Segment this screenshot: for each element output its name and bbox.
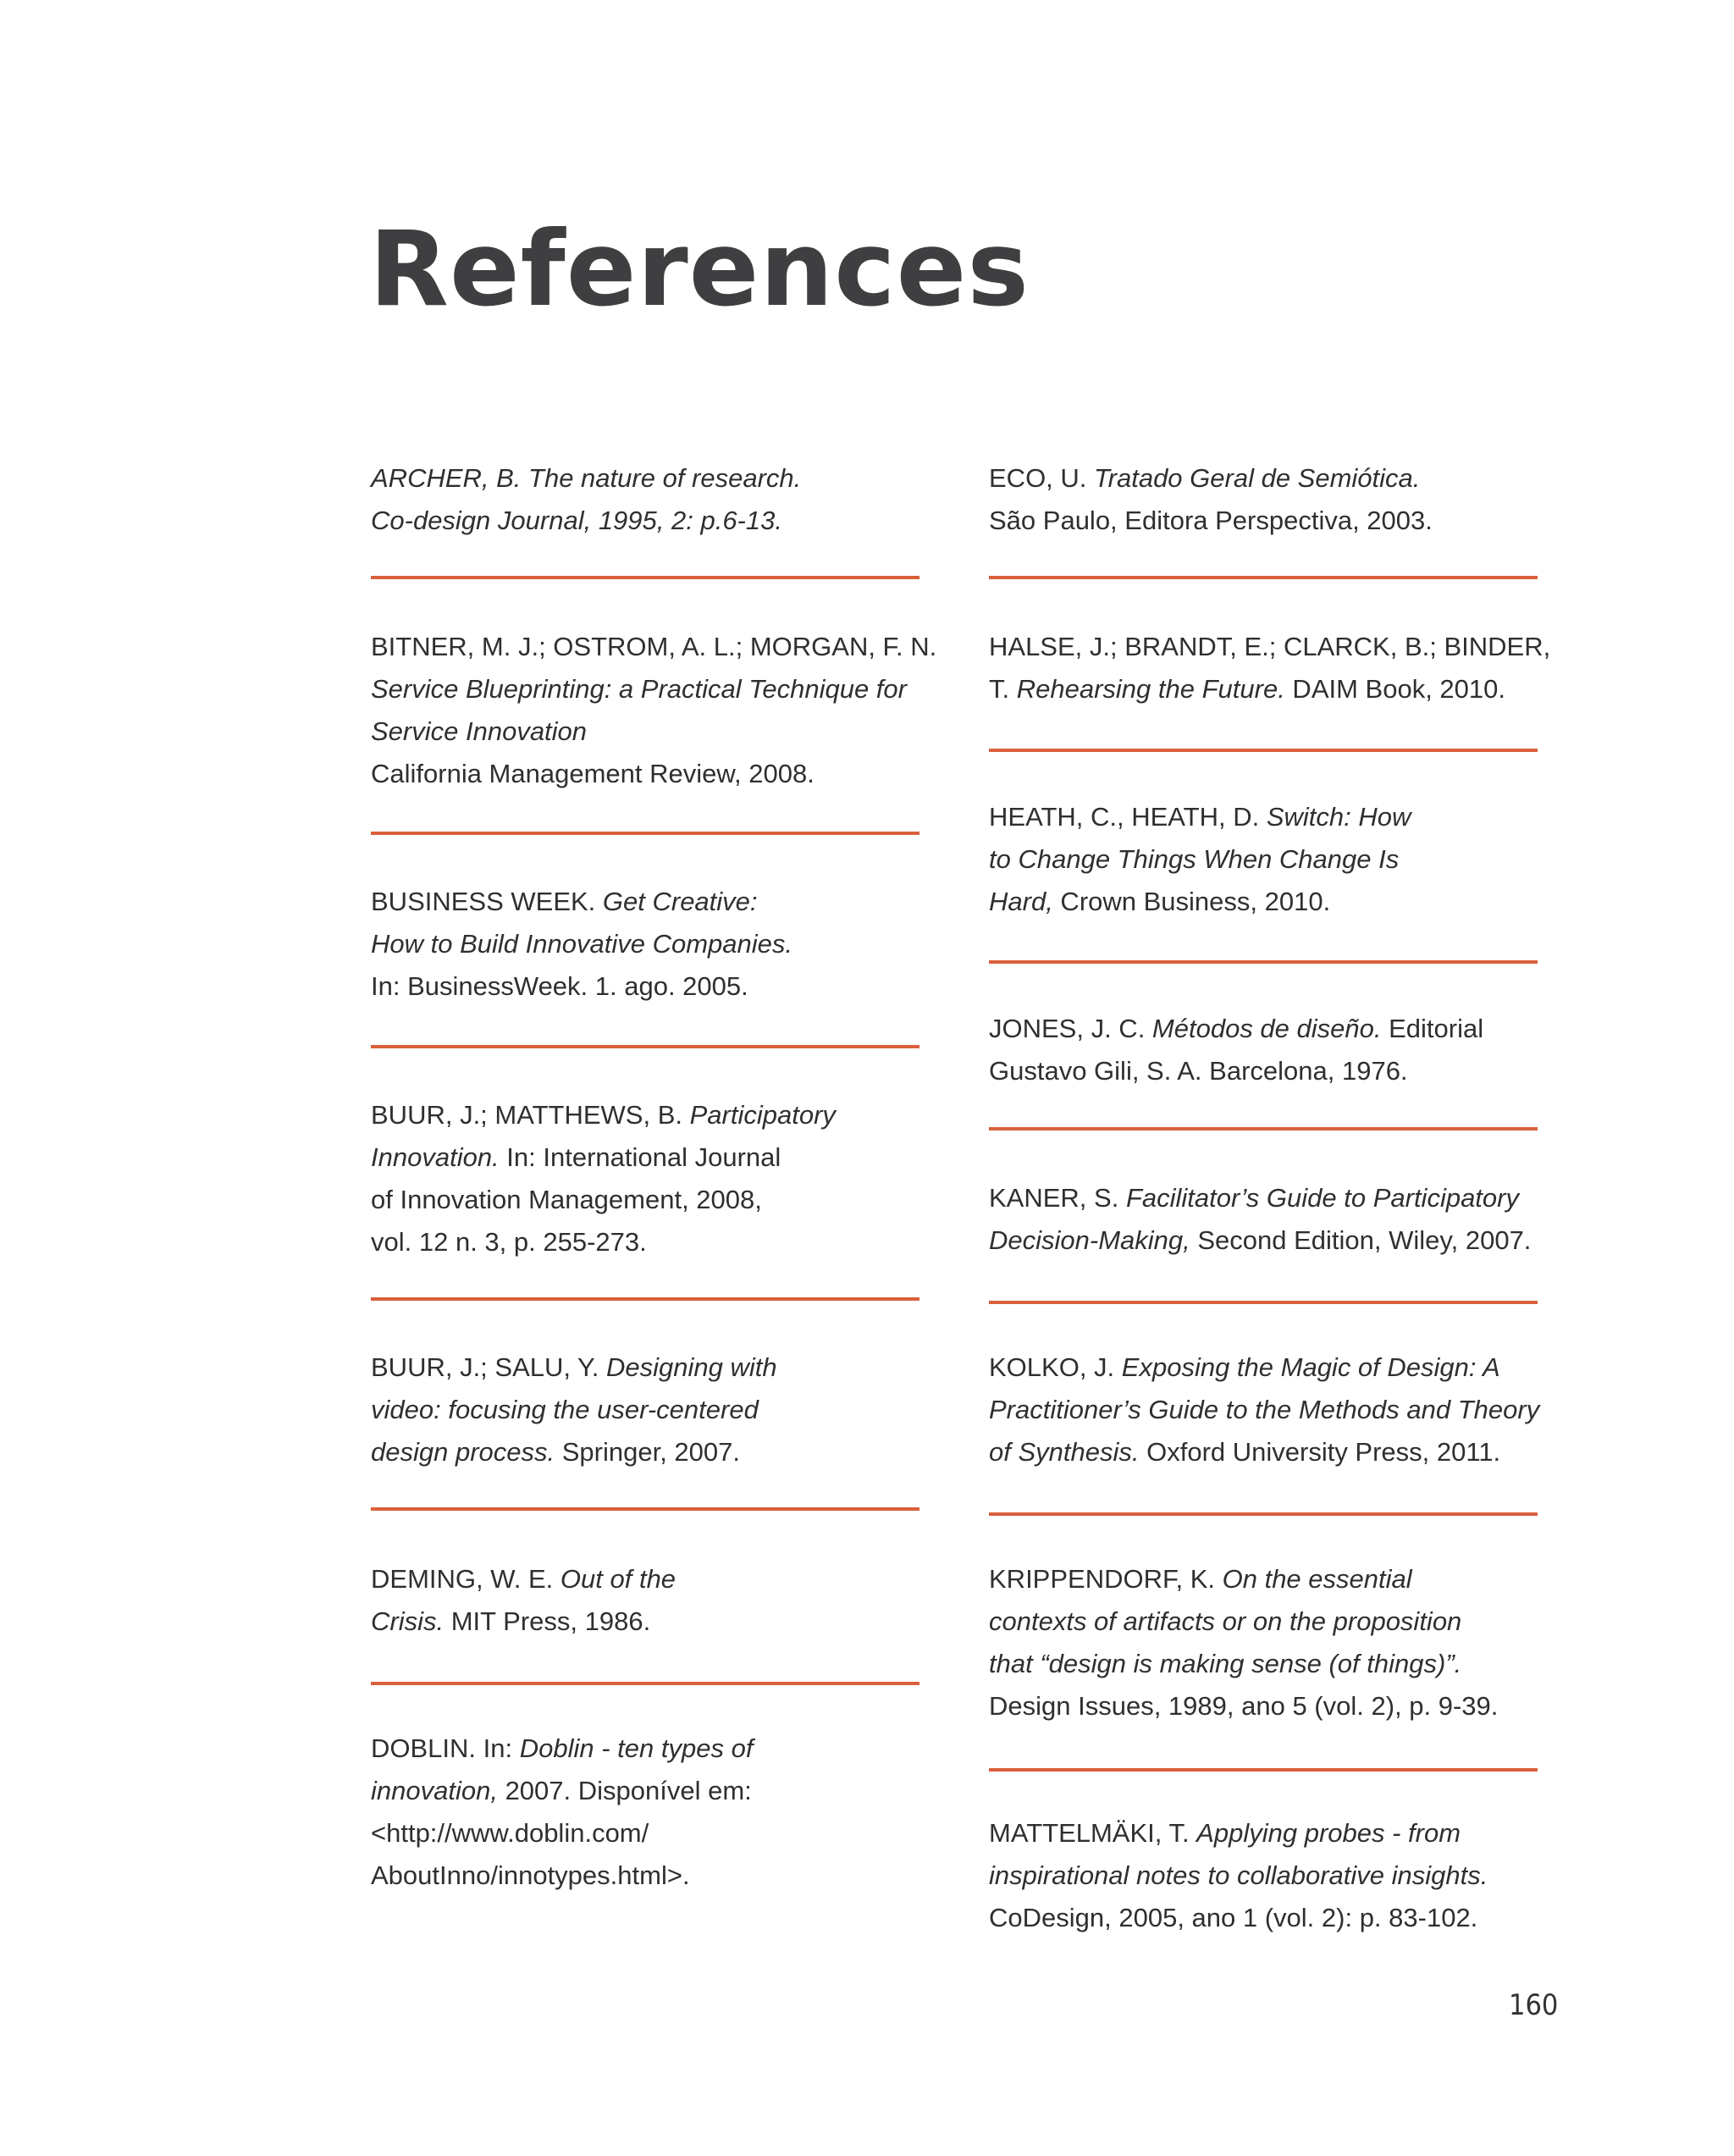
reference-divider (989, 576, 1538, 579)
reference-text: In: International Journal (499, 1142, 781, 1172)
reference-title-text: Applying probes - from (1196, 1818, 1461, 1848)
reference-title-text: Doblin - ten types of (519, 1733, 754, 1763)
page-title: References (369, 209, 1030, 329)
reference-text: Springer, 2007. (555, 1437, 741, 1467)
reference-divider (371, 1297, 919, 1301)
reference-title-text: design process. (371, 1437, 555, 1467)
reference-title-text: Hard, (989, 887, 1053, 916)
reference-text: São Paulo, Editora Perspectiva, 2003. (989, 506, 1433, 535)
reference-divider (371, 1682, 919, 1685)
reference-text: 2007. Disponível em: (497, 1776, 752, 1805)
reference-title-text: Out of the (560, 1564, 676, 1594)
reference-entry (371, 881, 792, 1008)
reference-divider (989, 1512, 1538, 1516)
reference-title-text: Exposing the Magic of Design: A (1121, 1352, 1500, 1382)
reference-title-text: Designing with (605, 1352, 777, 1382)
reference-entry (989, 796, 1411, 923)
reference-title-text: Service Blueprinting: a Practical Technique for (371, 674, 907, 704)
reference-divider (371, 832, 919, 835)
reference-title-text: Métodos de diseño. (1151, 1014, 1382, 1043)
reference-title-text: Decision-Making, (989, 1225, 1190, 1255)
reference-title-text: video: focusing the user-centered (371, 1395, 759, 1424)
reference-divider (371, 1507, 919, 1511)
reference-divider (989, 1127, 1538, 1131)
reference-title-text: Crisis. (371, 1606, 445, 1636)
reference-text: In: BusinessWeek. 1. ago. 2005. (371, 971, 748, 1001)
reference-text: Second Edition, Wiley, 2007. (1190, 1225, 1532, 1255)
reference-text: California Management Review, 2008. (371, 759, 815, 788)
reference-title-text: How to Build Innovative Companies. (371, 929, 792, 959)
reference-text: T. (989, 674, 1017, 704)
reference-text: Design Issues, 1989, ano 5 (vol. 2), p. 9-39. (989, 1691, 1499, 1721)
page-number: 160 (1509, 1988, 1559, 2022)
reference-text: KANER, S. (989, 1183, 1126, 1213)
reference-title-text: innovation, (371, 1776, 498, 1805)
reference-text: MATTELMÄKI, T. (989, 1818, 1197, 1848)
reference-text: BUUR, J.; SALU, Y. (371, 1352, 606, 1382)
reference-title-text: Rehearsing the Future. (1016, 674, 1285, 704)
reference-entry (989, 457, 1433, 542)
reference-text: DOBLIN. In: (371, 1733, 520, 1763)
reference-title-text: contexts of artifacts or on the proposition (989, 1606, 1462, 1636)
reference-text: Gustavo Gili, S. A. Barcelona, 1976. (989, 1056, 1408, 1086)
reference-text: of Innovation Management, 2008, (371, 1185, 762, 1214)
reference-text: BITNER, M. J.; OSTROM, A. L.; MORGAN, F. N. (371, 632, 937, 661)
reference-title-text: inspirational notes to collaborative insights. (989, 1860, 1488, 1890)
reference-text: ECO, U. (989, 463, 1095, 493)
reference-entry (371, 626, 936, 795)
reference-entry (371, 457, 801, 542)
reference-title-text: Switch: How (1266, 802, 1411, 832)
reference-text: MIT Press, 1986. (444, 1606, 651, 1636)
reference-text: JONES, J. C. (989, 1014, 1152, 1043)
reference-text: BUUR, J.; MATTHEWS, B. (371, 1100, 690, 1130)
reference-title-text: ARCHER, B. The nature of research. (371, 463, 802, 493)
reference-title-text: of Synthesis. (989, 1437, 1140, 1467)
reference-entry (989, 1812, 1488, 1939)
reference-entry (371, 1346, 777, 1473)
reference-text: DAIM Book, 2010. (1284, 674, 1505, 704)
reference-title-text: to Change Things When Change Is (989, 844, 1400, 874)
reference-text: BUSINESS WEEK. (371, 887, 603, 916)
reference-text: vol. 12 n. 3, p. 255-273. (371, 1227, 647, 1257)
reference-title-text: Tratado Geral de Semiótica. (1094, 463, 1421, 493)
reference-title-text: Service Innovation (371, 716, 588, 746)
reference-title-text: Facilitator’s Guide to Participatory (1125, 1183, 1519, 1213)
reference-divider (371, 1045, 919, 1048)
reference-text: KOLKO, J. (989, 1352, 1122, 1382)
reference-entry (371, 1558, 676, 1643)
reference-entry (989, 1346, 1539, 1473)
reference-divider (989, 1768, 1538, 1772)
reference-text: AboutInno/innotypes.html>. (371, 1860, 690, 1890)
reference-entry (989, 626, 1550, 710)
reference-divider (371, 576, 919, 579)
reference-entry (371, 1094, 836, 1263)
reference-title-text: that “design is making sense (of things)”. (989, 1649, 1462, 1678)
reference-title-text: Practitioner’s Guide to the Methods and Theory (989, 1395, 1540, 1424)
reference-divider (989, 960, 1538, 964)
reference-text: Editorial (1381, 1014, 1484, 1043)
reference-text: HEATH, C., HEATH, D. (989, 802, 1267, 832)
reference-text: Oxford University Press, 2011. (1139, 1437, 1501, 1467)
reference-title-text: On the essential (1222, 1564, 1412, 1594)
reference-divider (989, 1301, 1538, 1304)
reference-title-text: Innovation. (371, 1142, 500, 1172)
reference-title-text: Get Creative: (602, 887, 758, 916)
reference-text: HALSE, J.; BRANDT, E.; CLARCK, B.; BINDER, (989, 632, 1551, 661)
reference-title-text: Participatory (689, 1100, 836, 1130)
reference-text: <http://www.doblin.com/ (371, 1818, 649, 1848)
reference-text: Crown Business, 2010. (1052, 887, 1331, 916)
reference-entry (371, 1728, 753, 1897)
reference-title-text: Co-design Journal, 1995, 2: p.6-13. (371, 506, 782, 535)
reference-text: DEMING, W. E. (371, 1564, 561, 1594)
reference-entry (989, 1008, 1483, 1092)
reference-text: CoDesign, 2005, ano 1 (vol. 2): p. 83-102. (989, 1903, 1478, 1932)
reference-entry (989, 1558, 1498, 1728)
reference-divider (989, 749, 1538, 752)
reference-text: KRIPPENDORF, K. (989, 1564, 1223, 1594)
reference-entry (989, 1177, 1531, 1262)
